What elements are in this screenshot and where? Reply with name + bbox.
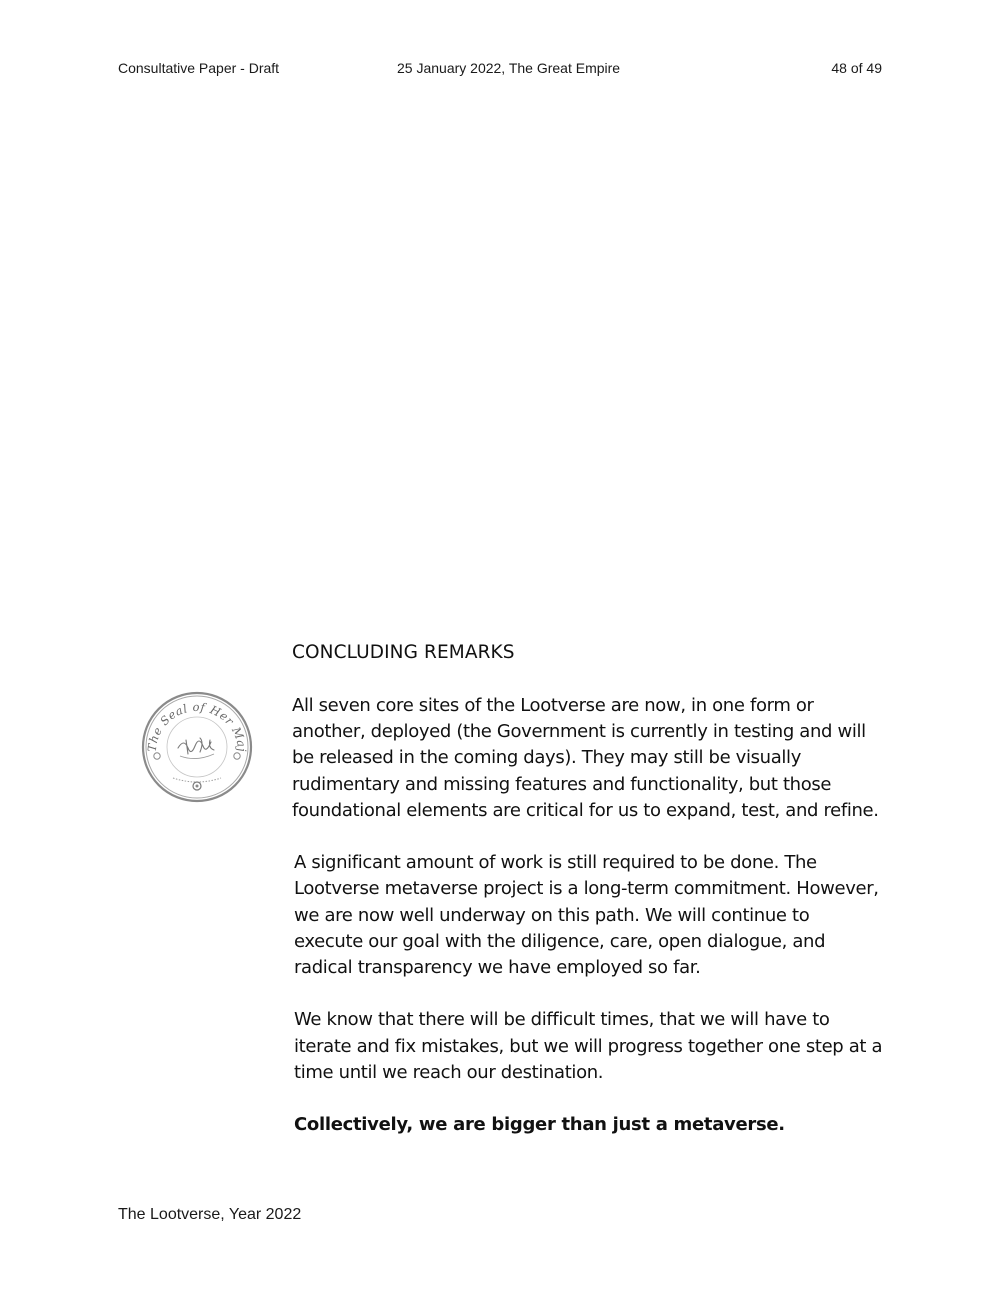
seal-icon [140, 690, 254, 804]
paragraph [292, 850, 892, 981]
svg-text:The Seal of Her Majesty [140, 690, 249, 753]
paragraph-line: Lootverse metaverse project is a long-term commitment. However, [294, 878, 879, 900]
paragraph-line: radical transparency we have employed so far. [294, 957, 701, 979]
paragraph-line: be released in the coming days). They may still be visually [292, 747, 801, 769]
paragraph-line: A significant amount of work is still required to be done. The [294, 852, 817, 874]
header-page-number: 48 of 49 [831, 60, 882, 76]
paragraph-line: foundational elements are critical for us to expand, test, and refine. [292, 799, 879, 821]
footer-text: The Lootverse, Year 2022 [118, 1206, 302, 1223]
paragraph [292, 1007, 892, 1086]
closing-statement: Collectively, we are bigger than just a metaverse. [294, 1114, 785, 1136]
section-title: CONCLUDING REMARKS [292, 642, 515, 663]
paragraph-line: All seven core sites of the Lootverse are now, in one form or [292, 695, 814, 716]
concluding-remarks-section [292, 640, 892, 1138]
paragraph-line: another, deployed (the Government is currently in testing and will [292, 721, 866, 743]
paragraph-line: we are now well underway on this path. We will continue to [294, 904, 810, 926]
paragraph-line: iterate and fix mistakes, but we will progress together one step at a [294, 1035, 883, 1057]
paragraph-line: rudimentary and missing features and functionality, but those [292, 773, 832, 795]
seal-text: The Seal of Her Maj [144, 699, 250, 753]
paragraph [292, 693, 892, 824]
paragraph-line: execute our goal with the diligence, care, open dialogue, and [294, 930, 826, 952]
paragraph-line: We know that there will be difficult times, that we will have to [294, 1009, 830, 1031]
header-document-title: Consultative Paper - Draft [118, 60, 280, 76]
header-date-location: 25 January 2022, The Great Empire [397, 60, 621, 76]
paragraph-line: time until we reach our destination. [294, 1061, 604, 1083]
